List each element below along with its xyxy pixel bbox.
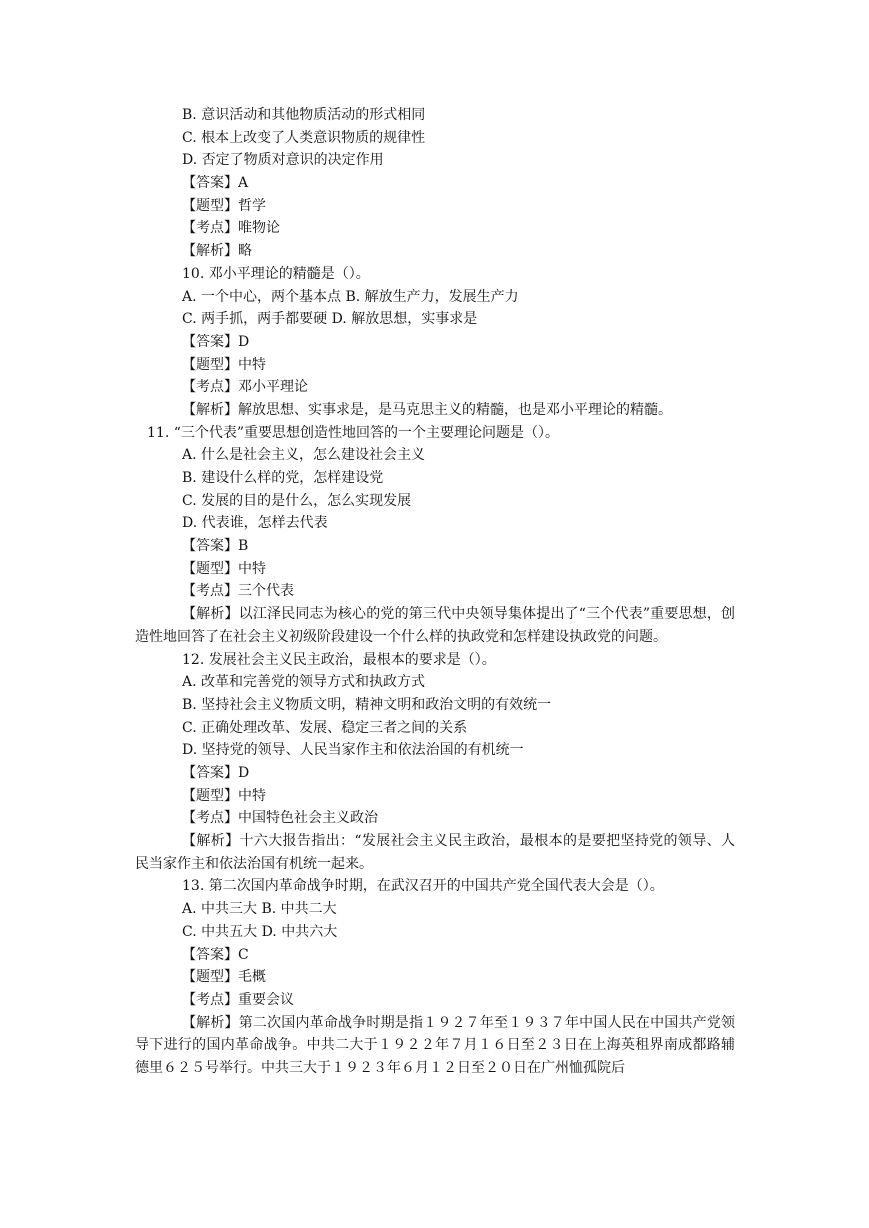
q9-answer: 【答案】A xyxy=(182,175,249,192)
q12-option-a: A. 改革和完善党的领导方式和执政方式 xyxy=(182,674,426,691)
q13-options-ab: A. 中共三大 B. 中共二大 xyxy=(182,901,337,918)
q10-answer: 【答案】D xyxy=(182,333,250,350)
q9-type: 【题型】哲学 xyxy=(182,197,266,214)
q13-answer: 【答案】C xyxy=(182,946,249,963)
q12-type: 【题型】中特 xyxy=(182,787,266,804)
q11-type: 【题型】中特 xyxy=(182,560,266,577)
q11-analysis: 【解析】以江泽民同志为核心的党的第三代中央领导集体提出了“三个代表”重要思想，创造性地回答了在社会主义初级阶段建设一个什么样的执政党和怎样建设执政党的问题。 xyxy=(135,606,735,645)
q9-analysis: 【解析】略 xyxy=(182,243,252,260)
q10-point: 【考点】邓小平理论 xyxy=(182,379,308,396)
q10-options-ab: A. 一个中心，两个基本点 B. 解放生产力，发展生产力 xyxy=(182,288,519,305)
q10-question: 10. 邓小平理论的精髓是（）。 xyxy=(182,265,370,282)
q12-analysis: 【解析】十六大报告指出：“发展社会主义民主政治，最根本的是要把坚持党的领导、人民当家作主和依法治国有机统一起来。 xyxy=(135,833,735,872)
q11-option-c: C. 发展的目的是什么，怎么实现发展 xyxy=(182,492,412,509)
q13-question: 13. 第二次国内革命战争时期，在武汉召开的中国共产党全国代表大会是（）。 xyxy=(182,878,664,895)
q10-analysis: 【解析】解放思想、实事求是，是马克思主义的精髓，也是邓小平理论的精髓。 xyxy=(182,401,672,418)
q11-option-d: D. 代表谁，怎样去代表 xyxy=(182,515,328,532)
q11-answer: 【答案】B xyxy=(182,538,249,555)
q12-option-b: B. 坚持社会主义物质文明，精神文明和政治文明的有效统一 xyxy=(182,696,552,713)
q9-option-d: D. 否定了物质对意识的决定作用 xyxy=(182,152,384,169)
q13-options-cd: C. 中共五大 D. 中共六大 xyxy=(182,923,338,940)
q11-point: 【考点】三个代表 xyxy=(182,583,294,600)
q12-option-c: C. 正确处理改革、发展、稳定三者之间的关系 xyxy=(182,719,468,736)
document-content xyxy=(135,104,735,1080)
q9-option-b: B. 意识活动和其他物质活动的形式相同 xyxy=(182,107,426,123)
q12-question: 12. 发展社会主义民主政治，最根本的要求是（）。 xyxy=(182,651,496,668)
q9-point: 【考点】唯物论 xyxy=(182,220,280,237)
q12-answer: 【答案】D xyxy=(182,764,250,781)
q13-type: 【题型】毛概 xyxy=(182,969,266,986)
q10-options-cd: C. 两手抓，两手都要硬 D. 解放思想，实事求是 xyxy=(182,311,478,328)
q13-point: 【考点】重要会议 xyxy=(182,991,294,1008)
q11-option-b: B. 建设什么样的党，怎样建设党 xyxy=(182,470,384,486)
q12-option-d: D. 坚持党的领导、人民当家作主和依法治国的有机统一 xyxy=(182,742,524,759)
q9-option-c: C. 根本上改变了人类意识物质的规律性 xyxy=(182,129,426,146)
q11-option-a: A. 什么是社会主义，怎么建设社会主义 xyxy=(182,447,426,464)
q10-type: 【题型】中特 xyxy=(182,356,266,373)
q12-point: 【考点】中国特色社会主义政治 xyxy=(182,810,378,827)
q13-analysis: 【解析】第二次国内革命战争时期是指１９２７年至１９３７年中国人民在中国共产党领导下进行的国内革命战争。中共二大于１９２２年７月１６日至２３日在上海英租界南成都路辅德里６２５号举行。中共三大于１９２３年６月１２日至２０日在广州恤孤院后 xyxy=(135,1014,735,1076)
q11-question: 11. “三个代表”重要思想创造性地回答的一个主要理论问题是（）。 xyxy=(147,424,560,441)
